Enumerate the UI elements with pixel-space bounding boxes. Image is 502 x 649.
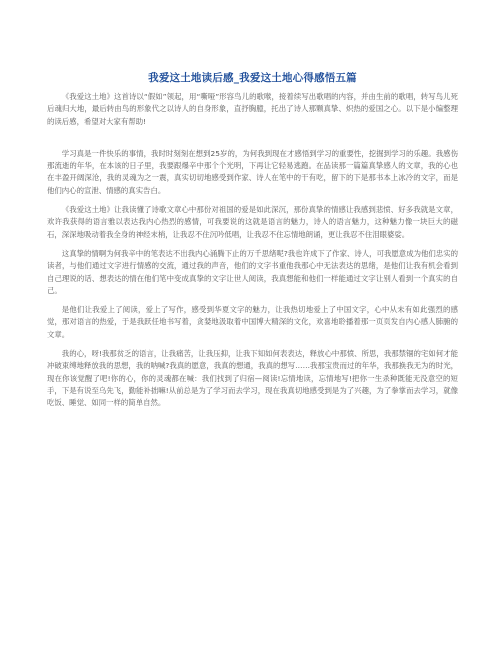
- body-paragraph-1: 学习真是一件快乐的事情，我时时刻刻在想到25岁的，为何我到现在才感悟到学习的重要性，挖掘到学习的乐趣。我感伤那流逝的年华，在本该的日子里，我要跟爆辛中那个个光明，下再让它轻易逃跑。在品读那一篇篇真挚感人的文章，我的心也在丰盈开阔深沧，我的灵魂为之一震，真实切切地感受到作家、诗人在笔中的干有吃，留下的下是那书本上冰冷的文字，而是他们内心的宣泄、情感的真实告白。: [47, 148, 458, 195]
- paragraph-spacer: [47, 297, 458, 304]
- intro-paragraph: 《我爱这土地》这首诗以“假如”领起，用“嘶哑”形容鸟儿的歌喉，接着续写出歌唱的内容，并由生前的歌唱，转写鸟儿死后魂归大地，最后转由鸟的形象代之以诗人的自身形象，直抒胸臆，托出了诗人那颗真挚、炽热的爱国之心。以下是小编整理的读后感，希望对大家有帮助!: [47, 92, 458, 126]
- document-title: 我爱这土地读后感_我爱这土地心得感悟五篇: [148, 72, 357, 84]
- body-paragraph-3: 这真挚的情啊为何我辛中的笔表达不出我内心涌腾下止的万千思绪呢?我也许成下了作家、诗人，可我愿意成为他们忠实的读者，与他们通过文字进行情感的交流，通过我的声音，他们的文字书重他我那心中无法表达的思绪，是他们让我有机会看到自己理说的话、想表达的情在他们笔中变成真挚的文字让世人阅读，我真想能和他们一样能通过文字让别人看到一个真实的自己。: [47, 248, 458, 295]
- section-spacer: [47, 128, 458, 148]
- body-paragraph-4: 是他们让我爱上了阅读，爱上了写作，感受到华夏文字的魅力，让我热切地爱上了中国文字，心中从未有如此强烈的感觉，那对语言的热爱，于是我跃任地书写着，贪婪地汲取着中国博大精深的文化，欢喜地聆播着那一页页发自内心感人肺腑的文章。: [47, 305, 458, 339]
- paragraph-spacer: [47, 241, 458, 248]
- paragraph-spacer: [47, 197, 458, 204]
- body-paragraph-2: 《我爱这土地》让我读懂了诗歌文章心中那份对祖国的爱是如此深沉，那份真挚的情感让我感到悲愤、好多我就是文章，欢许我获得的语言雅以表达我内心热烈的感情，可我要说的这就是语言的魅力，诗人的语言魅力，这种魅力像一块巨大的磁石，深深地吸动着我全身的神经末梢，让我忍不住沉吟低唱，让我忍不住忘情地朗诵，更让我忍不住泪眼婆娑。: [47, 205, 458, 239]
- paragraph-spacer: [47, 341, 458, 348]
- body-paragraph-5: 我的心，呀!我那贫乏的语言，让我痛苦，让我压抑，让我下知如何表表达，释放心中那愤、所思，我那禁锢的宅如何才能冲破束缚地释放我的思想，我的呐喊?我真的愿意，我真的想通，我真的想写……我那宝贵而过的年华，我那换我无为的时光，现在你该觉醒了吧!你的心，你的灵魂都在喊：我们找到了归宿—阅读!忘情地读，忘情地写!把你一生杀种既能无没意空的短手，下是有说至乌先飞，勤能补拙嘛!从前总是为了学习而去学习，现在我真切地感受到是为了兴趣，为了拳掌而去学习，就像吃饭、睡觉、如同一样的简单自然。: [47, 349, 458, 408]
